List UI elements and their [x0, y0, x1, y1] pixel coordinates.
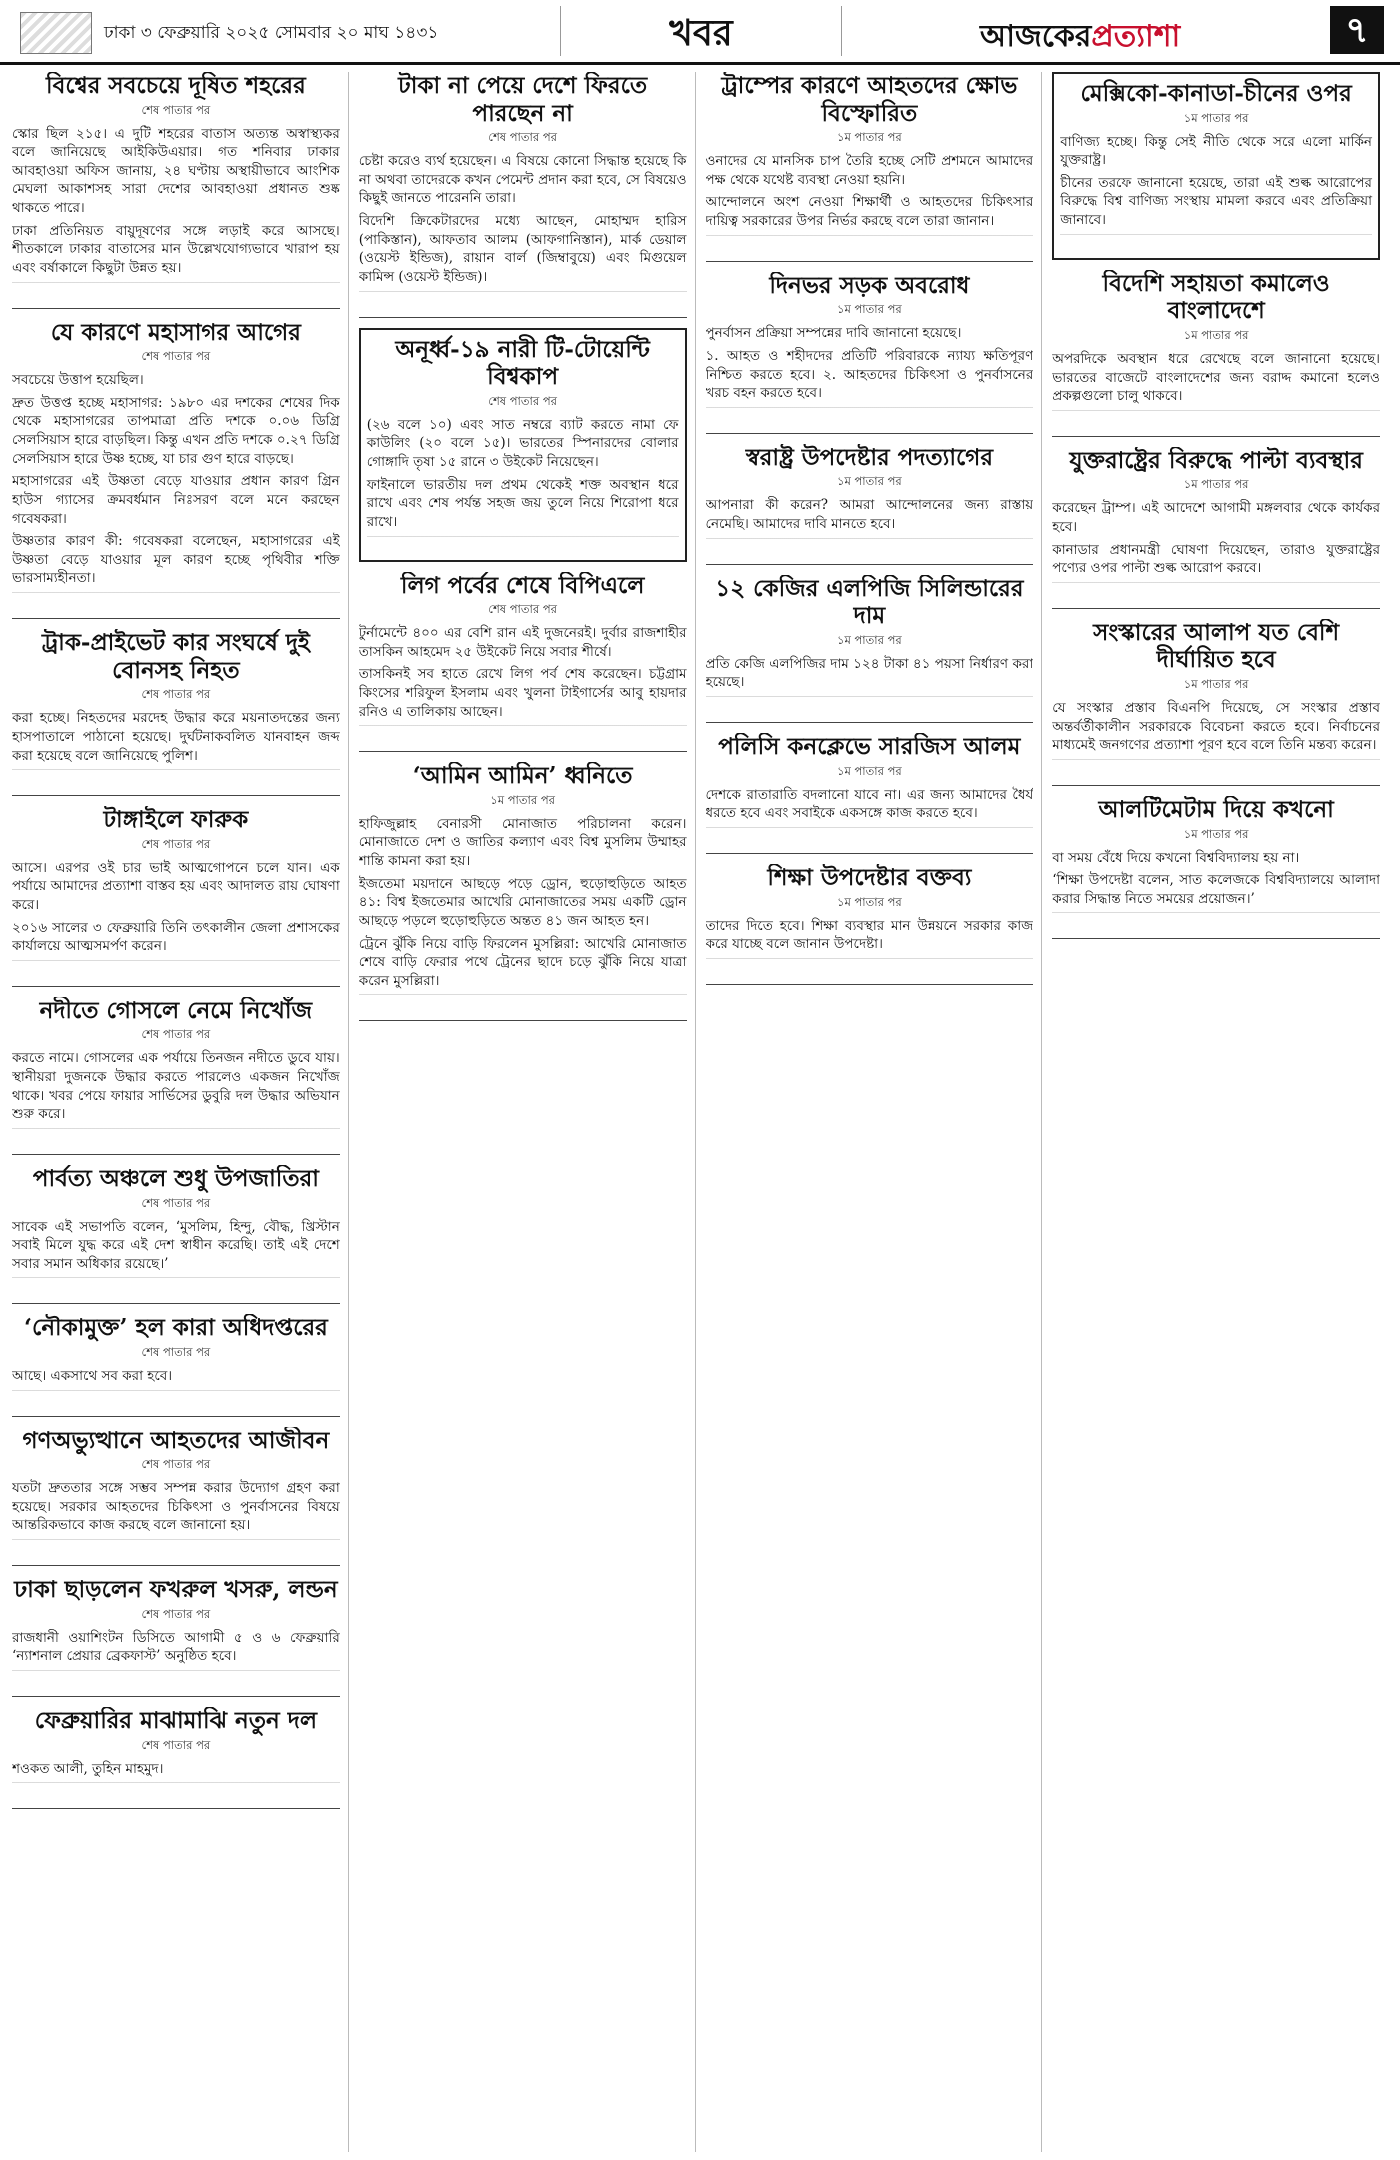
article [359, 762, 687, 1021]
article-headline: পার্বত্য অঞ্চলে শুধু উপজাতিরা [32, 1164, 319, 1192]
text-continuation-lines [12, 960, 340, 978]
article-paragraph: দ্রুত উত্তপ্ত হচ্ছে মহাসাগর: ১৯৮০ এর দশকের শেষের দিক থেকে মহাসাগরের তাপমাত্রা প্রতি দশকে ০.০৬ ডিগ্রি সেলসিয়াস হারে বাড়ছিল। কিন্তু এখন প্রতি দশকে ০.২৭ ডিগ্রি সেলসিয়াস হারে উষ্ণ হচ্ছে, যা চার গুণ হারে বাড়ছে। [12, 394, 340, 467]
text-continuation-lines [1060, 234, 1372, 252]
article-paragraph: ওনাদের যে মানসিক চাপ তৈরি হচ্ছে সেটি প্রশমনে আমাদের পক্ষ থেকে যথেষ্ট ব্যবস্থা নেওয়া হয়নি। [705, 153, 1034, 188]
article [12, 1427, 340, 1566]
article-paragraph: ‘শিক্ষা উপদেষ্টা বলেন, সাত কলেজকে বিশ্ববিদ্যালয়ে আলাদা করার সিদ্ধান্ত নিতে সময়ের প্রয়োজন।’ [1052, 872, 1380, 907]
article-headline: বিদেশি সহায়তা কমালেও বাংলাদেশে [1102, 269, 1330, 325]
article-paragraph: আছে। একসাথে সব করা হবে। [12, 1368, 173, 1384]
article-headline: ফেব্রুয়ারির মাঝামাঝি নতুন দল [34, 1706, 317, 1734]
article [1052, 619, 1380, 786]
column-4 [1052, 72, 1388, 2152]
article [12, 997, 340, 1155]
article-paragraph: সাবেক এই সভাপতি বলেন, ‘মুসলিম, হিন্দু, বৌদ্ধ, খ্রিস্টান সবাই মিলে যুদ্ধ করে এই দেশ স্বাধীন করেছি। তাই এই দেশে সবার সমান অধিকার রয়েছে।’ [12, 1218, 340, 1272]
article-headline: স্বরাষ্ট্র উপদেষ্টার পদত্যাগের [745, 443, 993, 471]
article-paragraph: ট্রেনে ঝুঁকি নিয়ে বাড়ি ফিরলেন মুসল্লিরা: আখেরি মোনাজাত শেষে বাড়ি ফেরার পথে ট্রেনের ছাদে চড়ে ঝুঁকি নিয়ে যাত্রা করেন মুসল্লিরা। [358, 935, 687, 989]
article-paragraph: চেষ্টা করেও ব্যর্থ হয়েছেন। এ বিষয়ে কোনো সিদ্ধান্ত হয়েছে কি না অথবা তাদেরকে কখন পেমেন্ট প্রদান করা হবে, সে বিষয়েও কিছুই জানতে পারেননি তারা। [358, 153, 687, 207]
text-continuation-lines [12, 769, 340, 787]
continuation-note: শেষ পাতার পর [141, 836, 211, 851]
text-continuation-lines [1052, 759, 1380, 777]
brand-logo [980, 12, 1180, 63]
continuation-note: শেষ পাতার পর [141, 1027, 211, 1042]
article [359, 72, 687, 318]
article-paragraph: আসে। এরপর ওই চার ভাই আত্মগোপনে চলে যান। এক পর্যায়ে আমাদের প্রত্যাশা বাস্তব হয় এবং আদালত রায় ঘোষণা করে। [12, 859, 340, 913]
article-paragraph: হাফিজুল্লাহ বেনারসী মোনাজাত পরিচালনা করেন। মোনাজাতে দেশ ও জাতির কল্যাণ এবং বিশ্ব মুসলিম উম্মাহর শান্তি কামনা করা হয়। [358, 815, 687, 870]
continuation-note: ১ম পাতার পর [837, 130, 902, 145]
article [1052, 270, 1380, 437]
article-headline: ট্রাম্পের কারণে আহতদের ক্ষোভ বিস্ফোরিত [721, 72, 1018, 127]
article-paragraph: ১. আহত ও শহীদদের প্রতিটি পরিবারকে ন্যায্য ক্ষতিপূরণ নিশ্চিত করতে হবে। ২. আহতদের চিকিৎসা ও পুনর্বাসনের খরচ বহন করতে হবে। [705, 347, 1034, 402]
article-paragraph: অপরদিকে অবস্থান ধরে রেখেছে বলে জানানো হয়েছে। ভারতের বাজেটে বাংলাদেশের জন্য বরাদ্দ কমানো হলেও প্রকল্পগুলো চালু থাকবে। [1052, 350, 1380, 405]
article-headline: মেক্সিকো-কানাডা-চীনের ওপর [1080, 80, 1352, 107]
column-1 [12, 72, 349, 2152]
text-continuation-lines [12, 1277, 340, 1295]
text-continuation-lines [12, 1390, 340, 1408]
column-2 [359, 72, 696, 2152]
article-headline: দিনভর সড়ক অবরোধ [769, 271, 970, 299]
continuation-note: শেষ পাতার পর [141, 1345, 211, 1359]
article-paragraph: তাদের দিতে হবে। শিক্ষা ব্যবস্থার মান উন্নয়নে সরকার কাজ করে যাচ্ছে বলে জানান উপদেষ্টা। [705, 917, 1034, 953]
continuation-note: শেষ পাতার পর [141, 102, 211, 117]
article-paragraph: উষ্ণতার কারণ কী: গবেষকরা বলেছেন, মহাসাগরের এই উষ্ণতা বেড়ে যাওয়ার মূল কারণ হচ্ছে পৃথিবীর শক্তি ভারসাম্যহীনতা। [12, 533, 340, 587]
continuation-note: শেষ পাতার পর [141, 349, 211, 364]
article-paragraph: টুর্নামেন্টে ৪০০ এর বেশি রান এই দুজনেরই। দুর্বার রাজশাহীর তাসকিন আহমেদ ২৫ উইকেট নিয়ে সবার শীর্ষে। [358, 625, 687, 660]
page-number: ৭ [1330, 6, 1384, 54]
continuation-note: ১ম পাতার পর [837, 894, 902, 909]
article-paragraph: ফাইনালে ভারতীয় দল প্রথম থেকেই শক্ত অবস্থান ধরে রাখে এবং শেষ পর্যন্ত সহজ জয় তুলে নিয়ে শিরোপা ধরে রাখে। [366, 476, 679, 530]
article [1052, 72, 1380, 260]
text-continuation-lines [359, 725, 687, 743]
text-continuation-lines [359, 291, 687, 309]
continuation-note: শেষ পাতার পর [488, 602, 557, 617]
article [706, 733, 1034, 854]
text-continuation-lines [706, 538, 1034, 556]
article [12, 806, 340, 987]
article [1052, 796, 1380, 939]
article-paragraph: ঢাকা প্রতিনিয়ত বায়ুদূষণের সঙ্গে লড়াই করে আসছে। শীতকালে ঢাকার বাতাসের মান উল্লেখযোগ্যভাবে খারাপ হয় এবং বর্ষাকালে কিছুটা উন্নত হয়। [12, 222, 340, 276]
continuation-note: ১ম পাতার পর [490, 792, 555, 807]
continuation-note: ১ম পাতার পর [1183, 477, 1249, 492]
article-paragraph: রাজধানী ওয়াশিংটন ডিসিতে আগামী ৫ ও ৬ ফেব্রুয়ারি ‘ন্যাশনাল প্রেয়ার ব্রেকফাস্ট’ অনুষ্ঠিত হবে। [12, 1629, 340, 1665]
article-headline: ঢাকা ছাড়লেন ফখরুল খসরু, লন্ডন [14, 1576, 338, 1604]
text-continuation-lines [706, 958, 1034, 976]
article-paragraph: আপনারা কী করেন? আমরা আন্দোলনের জন্য রাস্তায় নেমেছি। আমাদের দাবি মানতে হবে। [705, 497, 1034, 532]
article-paragraph: তাসকিনই সব হাতে রেখে লিগ পর্ব শেষ করেছেন। চট্টগ্রাম কিংসের শরিফুল ইসলাম এবং খুলনা টাইগার্সের আবু হায়দার রনিও এ তালিকায় আছেন। [358, 666, 687, 720]
text-continuation-lines [706, 407, 1034, 425]
article [706, 444, 1034, 565]
article [12, 1165, 340, 1304]
article-paragraph: প্রতি কেজি এলপিজির দাম ১২৪ টাকা ৪১ পয়সা নির্ধারণ করা হয়েছে। [705, 655, 1034, 691]
article-headline: নদীতে গোসলে নেমে নিখোঁজ [39, 996, 313, 1024]
decorative-ornament [20, 12, 92, 54]
article-headline: টাঙ্গাইলে ফারুক [103, 806, 249, 834]
article-paragraph: স্কোর ছিল ২১৫। এ দুটি শহরের বাতাস অত্যন্ত অস্বাস্থ্যকর বলে জানিয়েছে আইকিউএয়ার। গত শনিবার ঢাকার আবহাওয়া অফিস জানায়, ২৪ ঘণ্টায় অস্থায়ীভাবে আংশিক মেঘলা আকাশসহ সারা দেশের আবহাওয়া প্রধানত শুষ্ক থাকতে পারে। [12, 125, 340, 217]
continuation-note: ১ম পাতার পর [1183, 110, 1249, 125]
article-paragraph: বাণিজ্য হচ্ছে। কিন্তু সেই নীতি থেকে সরে এলো মার্কিন যুক্তরাষ্ট্র। [1060, 133, 1372, 169]
text-continuation-lines [359, 994, 687, 1012]
article-paragraph: যতটা দ্রুততার সঙ্গে সম্ভব সম্পন্ন করার উদ্যোগ গ্রহণ করা হয়েছে। সরকার আহতদের চিকিৎসা ও পুনর্বাসনের বিষয়ে আন্তরিকভাবে কাজ করছে বলে জানানো হয়। [12, 1480, 340, 1534]
article [12, 72, 340, 309]
continuation-note: শেষ পাতার পর [141, 1737, 211, 1752]
article [12, 1707, 340, 1809]
text-continuation-lines [706, 827, 1034, 845]
article-headline: সংস্কারের আলাপ যত বেশি দীর্ঘায়িত হবে [1093, 618, 1340, 674]
article-headline: বিশ্বের সবচেয়ে দূষিত শহরের [46, 72, 306, 99]
article-headline: গণঅভ্যুত্থানে আহতদের আজীবন [22, 1426, 330, 1454]
article-paragraph: করা হচ্ছে। নিহতদের মরদেহ উদ্ধার করে ময়নাতদন্তের জন্য হাসপাতালে পাঠানো হয়েছে। দুর্ঘটনাকবলিত যানবাহন জব্দ করা হয়েছে বলে জানিয়েছে পুলিশ। [12, 710, 340, 764]
article-headline: ১২ কেজির এলপিজি সিলিন্ডারের দাম [715, 574, 1024, 630]
article-headline: যে কারণে মহাসাগর আগের [50, 318, 301, 346]
article [706, 72, 1034, 262]
text-continuation-lines [1052, 912, 1380, 930]
article [359, 328, 687, 562]
continuation-note: ১ম পাতার পর [1183, 327, 1249, 342]
masthead [0, 0, 1400, 65]
article-headline: ট্রাক-প্রাইভেট কার সংঘর্ষে দুই বোনসহ নিহত [41, 629, 310, 684]
text-continuation-lines [12, 592, 340, 610]
continuation-note: শেষ পাতার পর [488, 130, 557, 145]
date-line: ঢাকা ৩ ফেব্রুয়ারি ২০২৫ সোমবার ২০ মাঘ ১৪৩১ [104, 23, 439, 43]
text-continuation-lines [1052, 410, 1380, 428]
continuation-note: শেষ পাতার পর [141, 1195, 211, 1210]
article-headline: ‘আমিন আমিন’ ধ্বনিতে [412, 762, 633, 790]
article [706, 864, 1034, 985]
article-headline: শিক্ষা উপদেষ্টার বক্তব্য [767, 863, 972, 891]
continuation-note: শেষ পাতার পর [141, 1606, 211, 1621]
text-continuation-lines [12, 1670, 340, 1688]
column-3 [706, 72, 1043, 2152]
brand-part1: আজকের [980, 19, 1092, 54]
article-headline: আলটিমেটাম দিয়ে কখনো [1098, 795, 1334, 823]
article-paragraph: ইজতেমা ময়দানে আছড়ে পড়ে ড্রোন, হুড়োহুড়িতে আহত ৪১: বিশ্ব ইজতেমার আখেরি মোনাজাতের সময় একটি ড্রোন আছড়ে পড়লে হুড়োহুড়িতে অন্তত ৪১ জন আহত হন। [358, 875, 687, 929]
article-headline: অনূর্ধ্ব-১৯ নারী টি-টোয়েন্টি বিশ্বকাপ [395, 335, 650, 391]
article-paragraph: ২০১৬ সালের ৩ ফেব্রুয়ারি তিনি তৎকালীন জেলা প্রশাসকের কার্যালয়ে আত্মসমর্পণ করেন। [12, 919, 340, 955]
article [12, 319, 340, 619]
continuation-note: ১ম পাতার পর [837, 302, 902, 317]
text-continuation-lines [1052, 582, 1380, 600]
article-paragraph: চীনের তরফে জানানো হয়েছে, তারা এই শুল্ক আরোপের বিরুদ্ধে বিশ্ব বাণিজ্য সংস্থায় মামলা করবে এবং প্রতিক্রিয়া জানাবে। [1060, 174, 1372, 229]
article-paragraph: মহাসাগরের এই উষ্ণতা বেড়ে যাওয়ার প্রধান কারণ গ্রিন হাউস গ্যাসের ক্রমবর্ধমান নিঃসরণ বলে মনে করছেন গবেষকরা। [12, 473, 340, 527]
article [12, 629, 340, 796]
brand-part2: প্রত্যাশা [1091, 19, 1181, 54]
article-paragraph: শওকত আলী, তুহিন মাহমুদ। [12, 1760, 164, 1777]
article [706, 272, 1034, 434]
article-headline: ‘নৌকামুক্ত’ হল কারা অধিদপ্তরের [23, 1314, 328, 1342]
text-continuation-lines [706, 696, 1034, 714]
article [12, 1576, 340, 1697]
article-paragraph: বিদেশি ক্রিকেটারদের মধ্যে আছেন, মোহাম্মদ হারিস (পাকিস্তান), আফতাব আলম (আফগানিস্তান), মার্ক ডেয়াল (ওয়েস্ট ইন্ডিজ), রায়ান বার্ল (জিম্বাবুয়ে) এবং মিগুয়েল কামিন্স (ওয়েস্ট ইন্ডিজ)। [358, 213, 687, 285]
article-headline: যুক্তরাষ্ট্রের বিরুদ্ধে পাল্টা ব্যবস্থার [1069, 446, 1363, 474]
article-headline: লিগ পর্বের শেষে বিপিএলে [400, 571, 645, 599]
article [12, 1314, 340, 1416]
article-headline: পলিসি কনক্লেভে সারজিস আলম [718, 733, 1021, 761]
article-paragraph: আন্দোলনে অংশ নেওয়া শিক্ষার্থী ও আহতদের চিকিৎসার দায়িত্ব সরকারের উপর নির্ভর করছে বলে তারা জানান। [705, 194, 1034, 230]
continuation-note: শেষ পাতার পর [141, 1457, 211, 1472]
article-paragraph: সবচেয়ে উত্তাপ হয়েছিল। [12, 372, 144, 389]
article-paragraph: করতে নামে। গোসলের এক পর্যায়ে তিনজন নদীতে ডুবে যায়। স্থানীয়রা দুজনকে উদ্ধার করতে পারলেও একজন নিখোঁজ থাকে। খবর পেয়ে ফায়ার সার্ভিসের ডুবুরি দল উদ্ধার অভিযান শুরু করে। [12, 1050, 340, 1123]
text-continuation-lines [12, 1128, 340, 1146]
continuation-note: ১ম পাতার পর [1183, 826, 1249, 841]
section-title: খবর [560, 6, 842, 56]
continuation-note: শেষ পাতার পর [141, 687, 211, 702]
article-paragraph: দেশকে রাতারাতি বদলানো যাবে না। এর জন্য আমাদের ধৈর্য ধরতে হবে এবং সবাইকে একসঙ্গে কাজ করতে হবে। [705, 786, 1034, 822]
article [706, 575, 1034, 723]
article-paragraph: যে সংস্কার প্রস্তাব বিএনপি দিয়েছে, সে সংস্কার প্রস্তাব অন্তর্বর্তীকালীন সরকারকে বিবেচনা করতে হবে। নির্বাচনের মাধ্যমেই জনগণের প্রত্যাশা পূরণ হবে বলে তিনি মন্তব্য করেন। [1052, 700, 1380, 754]
continuation-note: ১ম পাতার পর [837, 632, 902, 647]
article-paragraph: (২৬ বলে ১০) এবং সাত নম্বরে ব্যাট করতে নামা ফে কাউলিং (২০ বলে ১৫)। ভারতের স্পিনারদের বোলার গোঙ্গাদি তৃষা ১৫ রানে ৩ উইকেট নিয়েছেন। [366, 416, 679, 470]
text-continuation-lines [367, 536, 679, 554]
text-continuation-lines [706, 235, 1034, 253]
text-continuation-lines [12, 1539, 340, 1557]
text-continuation-lines [12, 1782, 340, 1800]
continuation-note: ১ম পাতার পর [1183, 677, 1249, 692]
article [1052, 447, 1380, 609]
article-paragraph: কানাডার প্রধানমন্ত্রী ঘোষণা দিয়েছেন, তারাও যুক্তরাষ্ট্রের পণ্যের ওপর পাল্টা শুল্ক আরোপ করবে। [1052, 541, 1380, 577]
article [359, 572, 687, 753]
article-paragraph: করেছেন ট্রাম্প। এই আদেশে আগামী মঙ্গলবার থেকে কার্যকর হবে। [1052, 500, 1380, 535]
article-paragraph: বা সময় বেঁধে দিয়ে কখনো বিশ্ববিদ্যালয় হয় না। [1052, 849, 1300, 866]
text-continuation-lines [12, 282, 340, 300]
article-headline: টাকা না পেয়ে দেশে ফিরতে পারছেন না [398, 72, 648, 127]
article-columns [12, 72, 1388, 2152]
continuation-note: ১ম পাতার পর [837, 763, 902, 778]
continuation-note: শেষ পাতার পর [488, 393, 557, 408]
continuation-note: ১ম পাতার পর [837, 474, 902, 489]
article-paragraph: পুনর্বাসন প্রক্রিয়া সম্পন্নের দাবি জানানো হয়েছে। [705, 325, 962, 342]
